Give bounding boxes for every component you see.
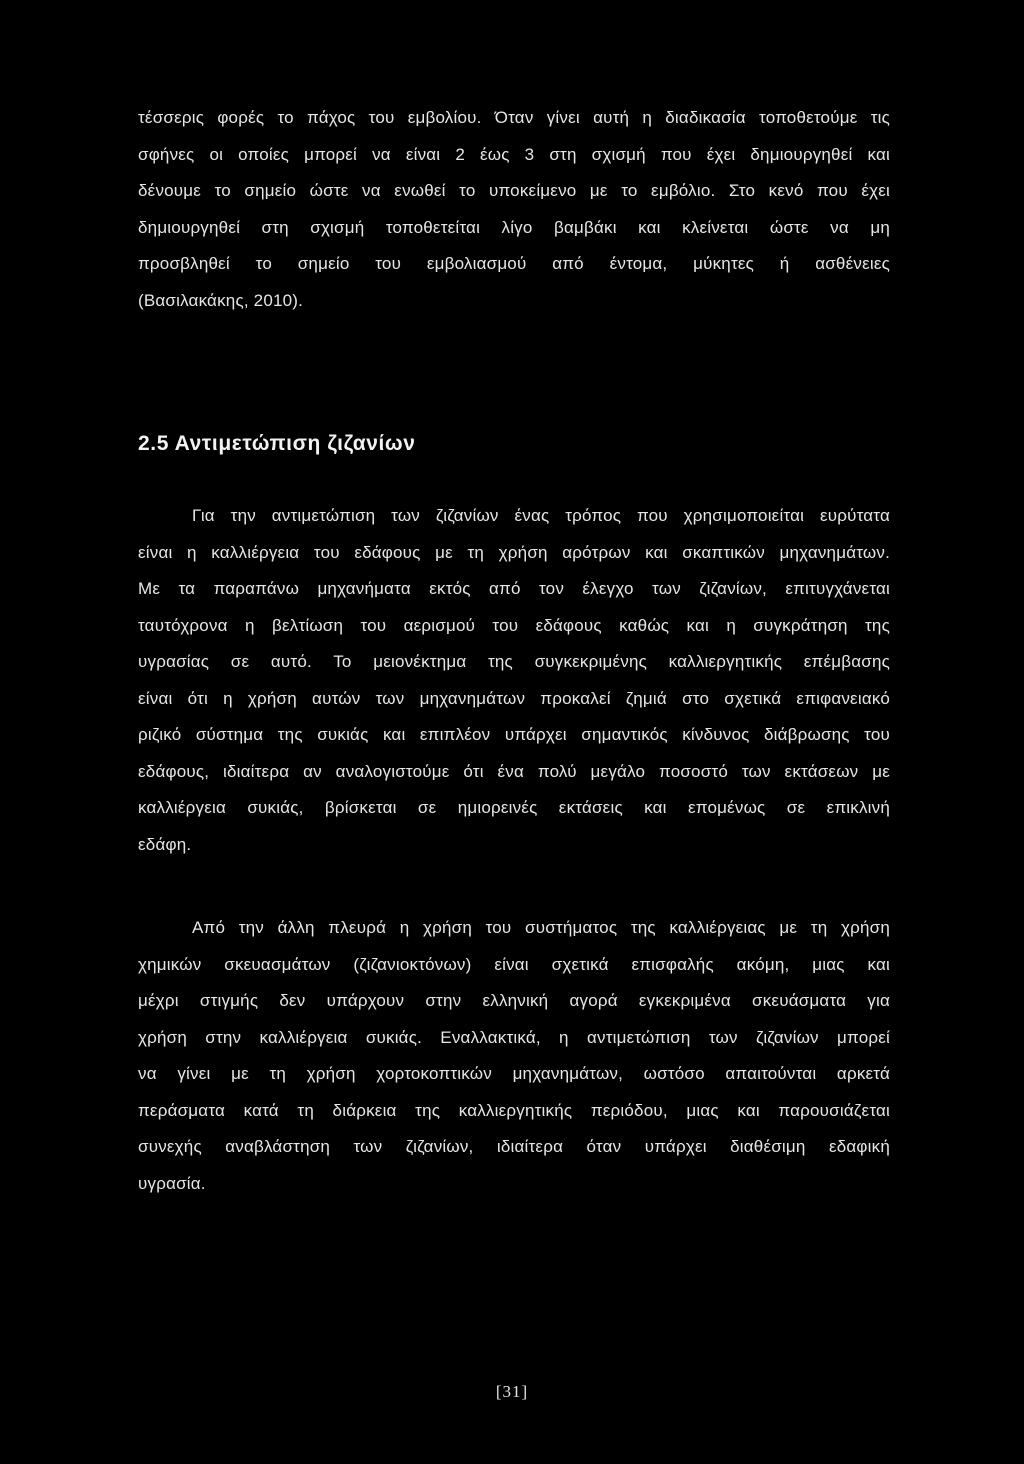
paragraph-line: προσβληθεί το σημείο του εμβολιασμού από έντομα, μύκητες ή ασθένειες	[138, 254, 890, 273]
paragraph-weed-control	[138, 498, 890, 863]
paragraph-line: υγρασία.	[138, 1173, 206, 1193]
paragraph-line: ριζικό σύστημα της συκιάς και επιπλέον υπάρχει σημαντικός κίνδυνος διάβρωσης του	[138, 725, 890, 744]
paragraph-line: περάσματα κατά τη διάρκεια της καλλιεργητικής περιόδου, μιας και παρουσιάζεται	[138, 1100, 890, 1120]
paragraph-line: χρήση στην καλλιέργεια συκιάς. Εναλλακτικά, η αντιμετώπιση των ζιζανίων μπορεί	[138, 1027, 890, 1047]
paragraph-line: ταυτόχρονα η βελτίωση του αερισμού του εδάφους καθώς και η συγκράτηση της	[138, 615, 890, 635]
paragraph-chemical-control	[138, 910, 890, 1202]
page-number: [31]	[495, 1382, 529, 1401]
paragraph-line: συνεχής αναβλάστηση των ζιζανίων, ιδιαίτερα όταν υπάρχει διαθέσιμη εδαφική	[138, 1137, 890, 1156]
paragraph-line: σφήνες οι οποίες μπορεί να είναι 2 έως 3 στη σχισμή που έχει δημιουργηθεί και	[138, 144, 890, 164]
section-heading: 2.5 Αντιμετώπιση ζιζανίων	[138, 432, 416, 455]
paragraph-line: υγρασίας σε αυτό. Το μειονέκτημα της συγκεκριμένης καλλιεργητικής επέμβασης	[138, 652, 890, 671]
paragraph-line: Από την άλλη πλευρά η χρήση του συστήματος της καλλιέργειας με τη χρήση	[192, 918, 890, 937]
paragraph-line: δένουμε το σημείο ώστε να ενωθεί το υποκείμενο με το εμβόλιο. Στο κενό που έχει	[138, 181, 890, 200]
paragraph-line: είναι η καλλιέργεια του εδάφους με τη χρήση αρότρων και σκαπτικών μηχανημάτων.	[138, 542, 890, 562]
paragraph-line: εδάφους, ιδιαίτερα αν αναλογιστούμε ότι ένα πολύ μεγάλο ποσοστό των εκτάσεων με	[138, 761, 890, 781]
paragraph-line: τέσσερις φορές το πάχος του εμβολίου. Όταν γίνει αυτή η διαδικασία τοποθετούμε τις	[138, 108, 890, 127]
paragraph-line: δημιουργηθεί στη σχισμή τοποθετείται λίγο βαμβάκι και κλείνεται ώστε να μη	[138, 217, 890, 237]
paragraph-line: εδάφη.	[138, 834, 192, 854]
paragraph-line: να γίνει με τη χρήση χορτοκοπτικών μηχανημάτων, ωστόσο απαιτούνται αρκετά	[138, 1064, 890, 1083]
paragraph-line: (Βασιλακάκης, 2010).	[138, 290, 304, 310]
paragraph-line: Με τα παραπάνω μηχανήματα εκτός από τον έλεγχο των ζιζανίων, επιτυγχάνεται	[138, 579, 890, 598]
paragraph-line: είναι ότι η χρήση αυτών των μηχανημάτων προκαλεί ζημιά στο σχετικά επιφανειακό	[138, 688, 890, 708]
paragraph-line: Για την αντιμετώπιση των ζιζανίων ένας τρόπος που χρησιμοποιείται ευρύτατα	[192, 506, 890, 525]
paragraph-line: χημικών σκευασμάτων (ζιζανιοκτόνων) είναι σχετικά επισφαλής ακόμη, μιας και	[138, 954, 890, 974]
paragraph-line: καλλιέργεια συκιάς, βρίσκεται σε ημιορεινές εκτάσεις και επομένως σε επικλινή	[138, 798, 890, 817]
paragraph-line: μέχρι στιγμής δεν υπάρχουν στην ελληνική αγορά εγκεκριμένα σκευάσματα για	[138, 991, 890, 1010]
paragraph-grafting	[138, 100, 890, 319]
